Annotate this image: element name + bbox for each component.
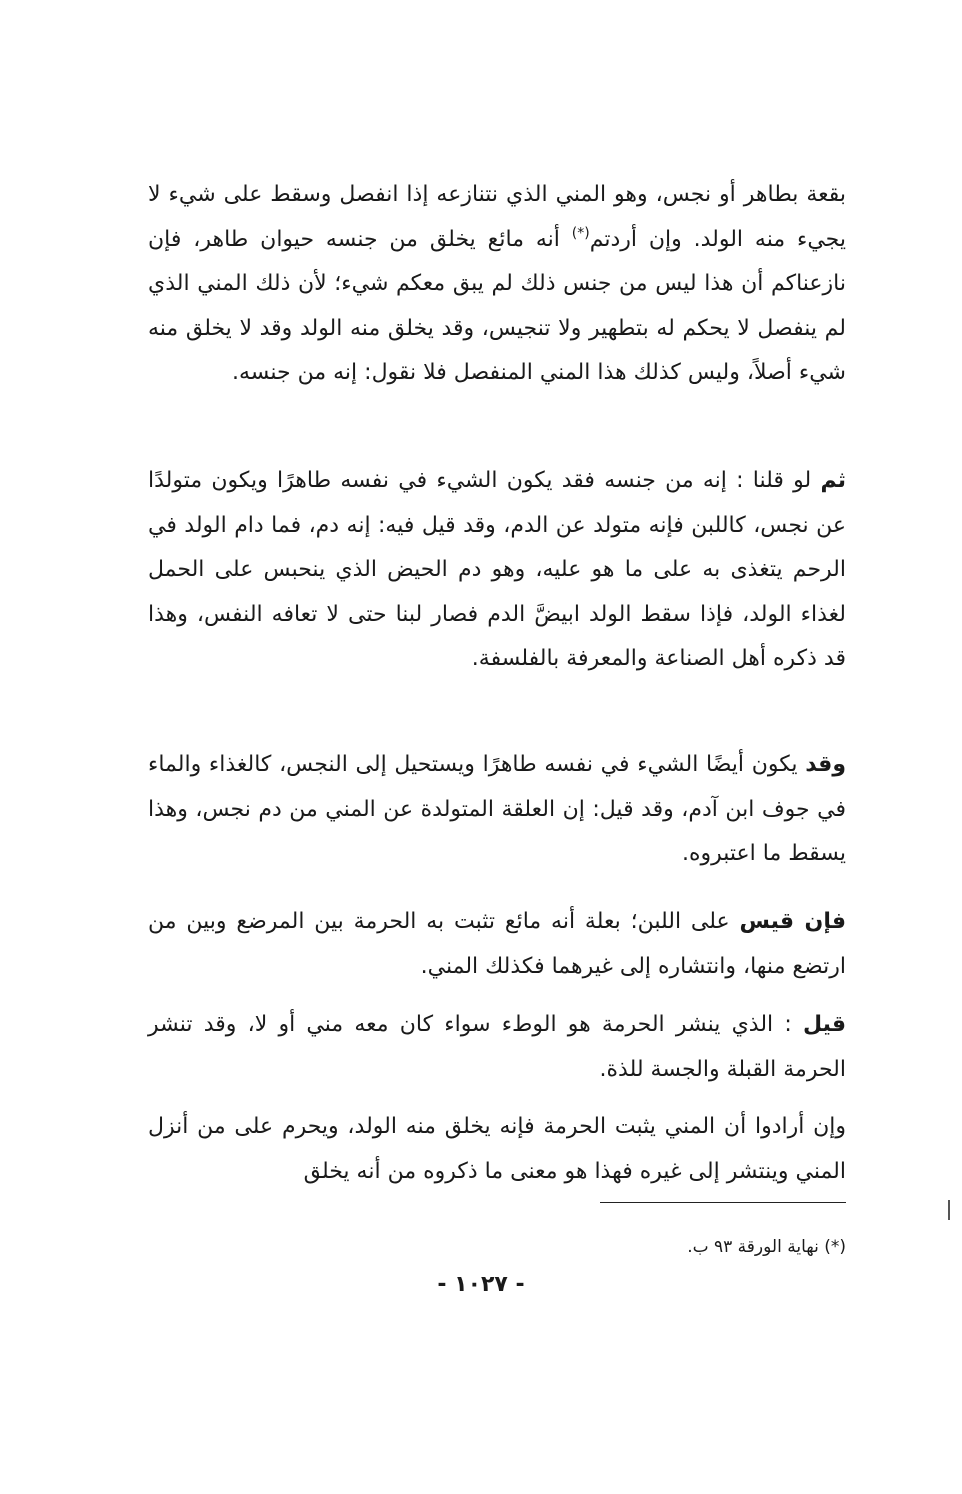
paragraph-2 [148,459,846,682]
footnote-marker: (*) [824,1237,846,1257]
paragraph-6-text: وإن أرادوا أن المني يثبت الحرمة فإنه يخلق منه الولد، ويحرم على من أنزل المني وينتشر إلى غيره فهذا هو معنى ما ذكروه من أنه يخلق [148,1114,846,1184]
footnote-reference[interactable]: (*) [571,225,590,242]
paragraph-4 [148,900,846,989]
main-text-5 [148,1003,846,1092]
paragraph-5-text: : الذي ينشر الحرمة هو الوطء سواء كان معه مني أو لا، وقد تنشر الحرمة القبلة والجسة للذة. [148,1012,846,1082]
paragraph-1-text: بقعة بطاهر أو نجس، وهو المني الذي نتنازعه إذا انفصل وسقط على شيء لا يجيء منه الولد. وإن أردتم [148,182,846,252]
page-number: - ١٠٢٧ - [437,1272,525,1297]
paragraph-5-lead: قيل [802,1012,846,1037]
paragraph-1 [148,173,846,396]
footnote [400,1234,846,1260]
paragraph-5 [148,1003,846,1092]
main-text-6 [148,1105,846,1194]
paragraph-4-lead: فإن قيس [739,909,846,934]
main-text-3 [148,743,846,877]
margin-mark [948,1200,950,1220]
paragraph-3 [148,743,846,877]
main-text [148,173,846,396]
paragraph-4-text: على اللبن؛ بعلة أنه مائع تثبت به الحرمة بين المرضع وبين من ارتضع منها، وانتشاره إلى غيرهما فكذلك المني. [148,909,846,979]
paragraph-3-lead: وقد [805,752,846,777]
paragraph-3-text: يكون أيضًا الشيء في نفسه طاهرًا ويستحيل إلى النجس، كالغذاء والماء في جوف ابن آدم، وقد قيل: إن العلقة المتولدة عن المني من دم نجس، وهذا يسقط ما اعتبروه. [148,752,846,867]
paragraph-2-lead: ثم [820,468,846,493]
main-text-2 [148,459,846,682]
footnote-divider [600,1202,846,1203]
paragraph-6 [148,1105,846,1194]
paragraph-2-text: لو قلنا : إنه من جنسه فقد يكون الشيء في نفسه طاهرًا ويكون متولدًا عن نجس، كاللبن فإنه متولد عن الدم، وقد قيل فيه: إنه دم، فما دام الولد في الرحم يتغذى به على ما هو عليه، وهو دم الحيض الذي ينحبس على الحمل لغذاء الولد، فإذا سقط الولد ابيضَّ الدم فصار لبنا حتى لا تعافه النفس، وهذا قد ذكره أهل الصناعة والمعرفة بالفلسفة. [148,468,846,672]
footnote-text: نهاية الورقة ٩٣ ب. [687,1237,819,1257]
paragraph-1-continued: أنه مائع يخلق من جنسه حيوان طاهر، فإن نازعناكم أن هذا ليس من جنس ذلك لم يبق معكم شيء؛ لأن ذلك المني الذي لم ينفصل لا يحكم له بتطهير ولا تنجيس، وقد يخلق منه الولد وقد لا يخلق منه شيء أصلاً، وليس كذلك هذا المني المنفصل فلا نقول: إنه من جنسه. [148,226,846,386]
main-text-4 [148,900,846,989]
